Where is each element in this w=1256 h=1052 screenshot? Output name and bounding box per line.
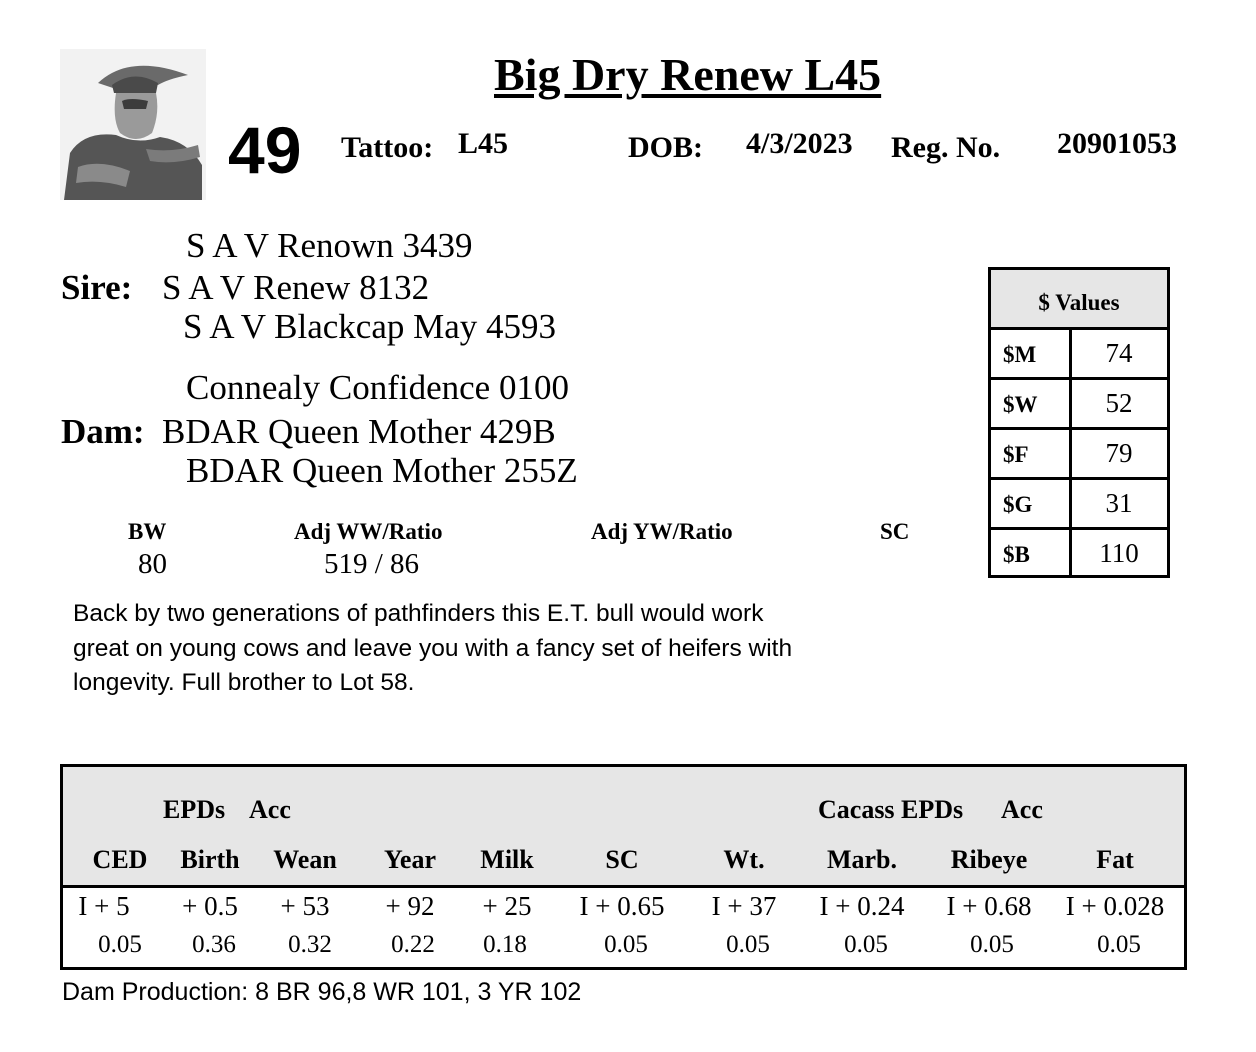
dollar-value-row bbox=[991, 530, 1167, 580]
epd-accuracy: 0.05 bbox=[970, 931, 1014, 958]
dollar-value-row bbox=[991, 330, 1167, 380]
dollar-value-label: $B bbox=[1003, 542, 1030, 567]
dob-value: 4/3/2023 bbox=[746, 127, 853, 160]
page-title: Big Dry Renew L45 bbox=[494, 49, 882, 100]
dam-dam: BDAR Queen Mother 255Z bbox=[186, 451, 578, 490]
ww-label: Adj WW/Ratio bbox=[294, 519, 443, 544]
epd-accuracy: 0.36 bbox=[192, 931, 236, 958]
epd-accuracy: 0.05 bbox=[604, 931, 648, 958]
dollar-value-number: 74 bbox=[1105, 338, 1133, 368]
epd-col-header: Fat bbox=[1096, 845, 1134, 874]
sire-dam: S A V Blackcap May 4593 bbox=[183, 307, 557, 346]
carcass-epds-group-label: Cacass EPDs bbox=[818, 795, 964, 824]
epd-accuracy: 0.18 bbox=[483, 931, 527, 958]
dollar-value-label: $G bbox=[1003, 492, 1033, 517]
epd-accuracy: 0.32 bbox=[288, 931, 332, 958]
epd-col-header: Milk bbox=[480, 845, 534, 874]
dam-sire: Connealy Confidence 0100 bbox=[186, 368, 569, 407]
ww-value: 519 / 86 bbox=[324, 548, 420, 580]
epd-value: I + 0.65 bbox=[579, 891, 665, 921]
epd-col-header: Wean bbox=[273, 845, 337, 874]
dollar-value-number: 52 bbox=[1105, 388, 1133, 418]
epd-col-header: Ribeye bbox=[950, 845, 1028, 874]
dollar-value-row bbox=[991, 480, 1167, 530]
dollar-value-label: $M bbox=[1003, 342, 1037, 367]
sire-label: Sire: bbox=[61, 268, 133, 307]
lot-number: 49 bbox=[228, 113, 302, 187]
dollar-value-row bbox=[991, 380, 1167, 430]
tattoo-label: Tattoo: bbox=[341, 131, 434, 164]
yw-label: Adj YW/Ratio bbox=[591, 519, 733, 544]
epd-accuracy: 0.05 bbox=[726, 931, 770, 958]
epd-value: I + 0.68 bbox=[946, 891, 1032, 921]
epd-value: I + 37 bbox=[711, 891, 777, 921]
dollar-value-row bbox=[991, 430, 1167, 480]
epd-table bbox=[60, 764, 1187, 970]
epd-value: I + 0.028 bbox=[1065, 891, 1165, 921]
reg-value: 20901053 bbox=[1057, 127, 1177, 160]
cowboy-logo-icon bbox=[60, 49, 206, 200]
epd-col-header: Birth bbox=[180, 845, 240, 874]
epd-value: + 25 bbox=[482, 891, 532, 921]
epd-value: + 53 bbox=[280, 891, 330, 921]
epd-accuracy: 0.22 bbox=[391, 931, 435, 958]
epd-accuracy: 0.05 bbox=[98, 931, 142, 958]
sire-name: S A V Renew 8132 bbox=[162, 268, 430, 307]
dollar-value-number: 110 bbox=[1099, 538, 1139, 568]
epd-value: + 92 bbox=[385, 891, 435, 921]
dam-production: Dam Production: 8 BR 96,8 WR 101, 3 YR 102 bbox=[62, 978, 582, 1006]
tattoo-value: L45 bbox=[458, 127, 509, 160]
dob-label: DOB: bbox=[628, 131, 703, 164]
dollar-value-label: $F bbox=[1003, 442, 1029, 467]
epd-col-header: Wt. bbox=[723, 845, 765, 874]
carcass-acc-label: Acc bbox=[1001, 795, 1043, 824]
epds-acc-label: Acc bbox=[249, 795, 291, 824]
sc-label: SC bbox=[880, 519, 910, 544]
dollar-values-header: $ Values bbox=[991, 270, 1167, 330]
cowboy-logo-image bbox=[60, 49, 206, 200]
bw-value: 80 bbox=[138, 548, 167, 580]
epd-value: I + 5 bbox=[78, 891, 130, 921]
epd-accuracy: 0.05 bbox=[844, 931, 888, 958]
epd-value: I + 0.24 bbox=[819, 891, 905, 921]
dollar-value-label: $W bbox=[1003, 392, 1038, 417]
bw-label: BW bbox=[128, 519, 167, 544]
sire-sire: S A V Renown 3439 bbox=[186, 226, 473, 265]
dam-label: Dam: bbox=[61, 412, 145, 451]
epd-accuracy: 0.05 bbox=[1097, 931, 1141, 958]
lot-description: Back by two generations of pathfinders this E.T. bull would work great on young cows and leave you with a fancy set of heifers with longevity. Full brother to Lot 58. bbox=[73, 600, 793, 696]
epds-group-label: EPDs bbox=[163, 795, 226, 824]
reg-label: Reg. No. bbox=[891, 131, 1001, 164]
dollar-value-number: 31 bbox=[1105, 488, 1133, 518]
dollar-values-table bbox=[988, 267, 1170, 578]
epd-col-header: Marb. bbox=[826, 845, 898, 874]
dam-name: BDAR Queen Mother 429B bbox=[162, 412, 556, 451]
epd-col-header: SC bbox=[605, 845, 639, 874]
epd-col-header: CED bbox=[92, 845, 148, 874]
epd-col-header: Year bbox=[384, 845, 436, 874]
epd-value: + 0.5 bbox=[182, 891, 238, 921]
dollar-value-number: 79 bbox=[1105, 438, 1133, 468]
